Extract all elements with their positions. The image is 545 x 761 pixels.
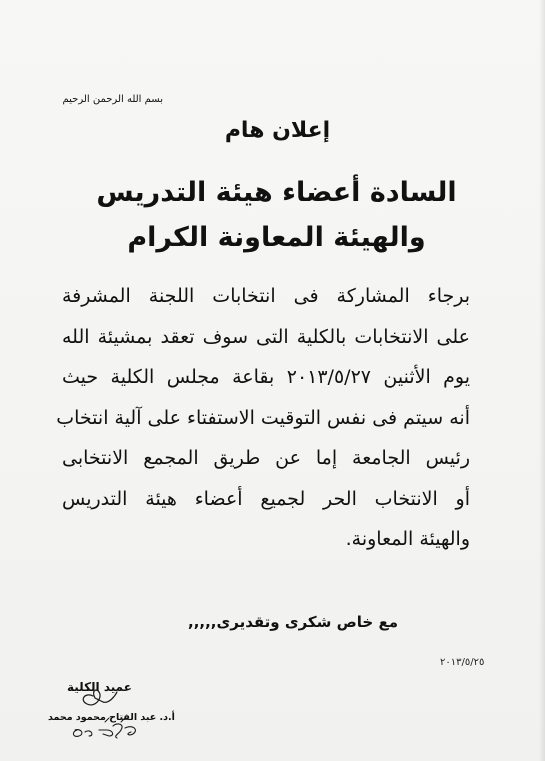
handwritten-signature <box>55 678 165 758</box>
addressee-line-2: والهيئة المعاونة الكرام <box>127 222 426 253</box>
basmala-text: بسم الله الرحمن الرحيم <box>62 94 163 105</box>
body-line: على الانتخابات بالكلية التى سوف تعقد بمشيئة الله <box>62 325 470 348</box>
announcement-title: إعلان هام <box>224 118 331 143</box>
closing-text: مع خاص شكرى وتقديرى,,,,, <box>188 613 398 631</box>
page-edge-shadow <box>539 0 545 761</box>
body-line: أنه سيتم فى نفس التوقيت الاستفتاء على آلية انتخاب <box>56 406 470 429</box>
addressee-line-1: السادة أعضاء هيئة التدريس <box>96 177 457 208</box>
body-line: أو الانتخاب الحر لجميع أعضاء هيئة التدريس <box>62 487 470 510</box>
document-date: ٢٠١٣/٥/٢٥ <box>440 657 485 668</box>
body-line: رئيس الجامعة إما عن طريق المجمع الانتخابى <box>62 447 470 469</box>
dean-title: عميد الكلية <box>67 680 132 694</box>
announcement-body <box>56 276 471 560</box>
dean-name: أ.د. عبد الفتاح محمود محمد <box>48 712 175 723</box>
body-line: برجاء المشاركة فى انتخابات اللجنة المشرفة <box>62 285 470 307</box>
body-line: يوم الأثنين ٢٠١٣/٥/٢٧ بقاعة مجلس الكلية حيث <box>62 366 471 388</box>
body-line: والهيئة المعاونة. <box>345 528 470 550</box>
